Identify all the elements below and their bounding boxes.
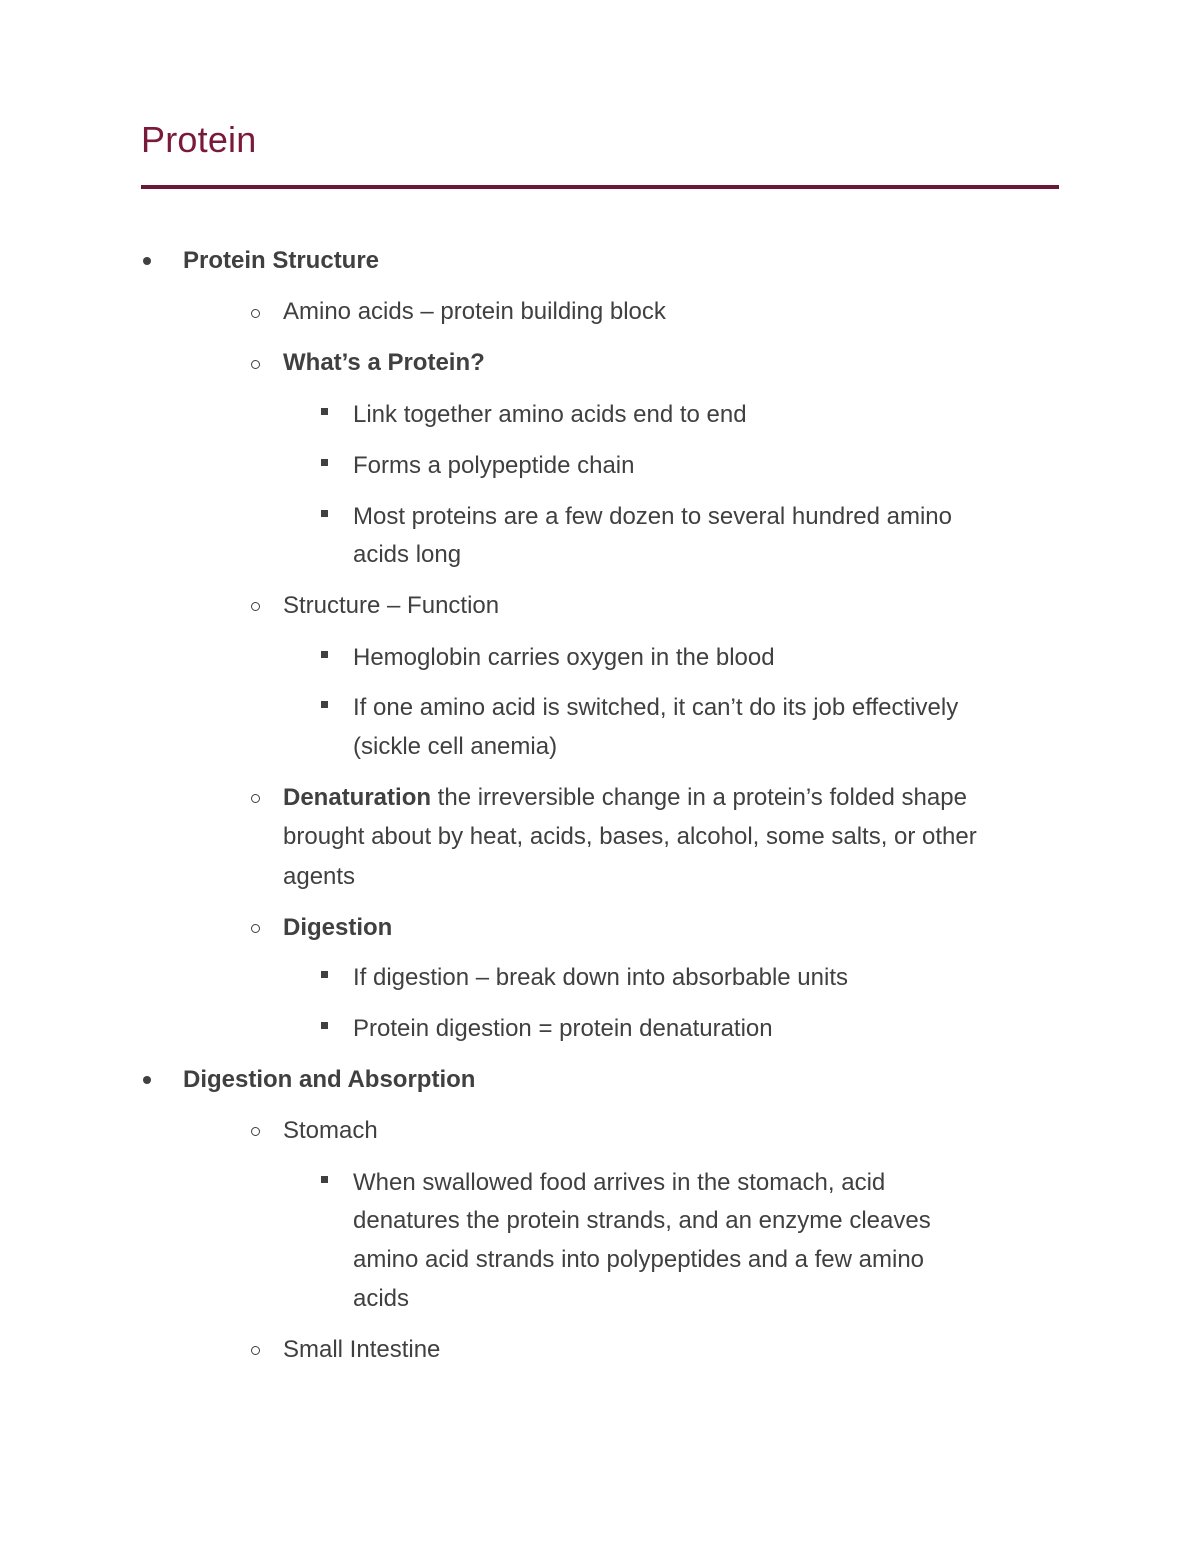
bullet-square-icon <box>321 408 328 415</box>
denaturation-line-2: brought about by heat, acids, bases, alcohol, some salts, or other <box>283 823 977 850</box>
page-title: Protein <box>141 119 257 160</box>
bullet-circle-icon <box>251 794 260 803</box>
sub-item-if-digestion: If digestion – break down into absorbable units <box>353 964 848 991</box>
sub-item-stomach-line-1: When swallowed food arrives in the stomach, acid <box>353 1169 886 1196</box>
sub-item-sickle-cell: (sickle cell anemia) <box>353 733 558 760</box>
bullet-square-icon <box>321 1022 328 1029</box>
sub-item-most-proteins: Most proteins are a few dozen to several hundred amino <box>353 503 953 530</box>
bullet-circle-icon <box>251 309 260 318</box>
section-heading-digestion-absorption: Digestion and Absorption <box>183 1066 476 1093</box>
list-item-small-intestine: Small Intestine <box>283 1336 441 1363</box>
list-item-denaturation <box>283 778 967 817</box>
sub-item-stomach-line-4: acids <box>353 1285 410 1312</box>
denaturation-line-3: agents <box>283 863 356 890</box>
list-item-stomach: Stomach <box>283 1117 378 1144</box>
list-item-digestion: Digestion <box>283 914 393 941</box>
bullet-square-icon <box>321 1176 328 1183</box>
bullet-square-icon <box>321 701 328 708</box>
bullet-dot-icon <box>143 257 151 265</box>
title-divider <box>141 185 1059 189</box>
bullet-circle-icon <box>251 360 260 369</box>
sub-item-one-amino-switched: If one amino acid is switched, it can’t do its job effectively <box>353 694 959 721</box>
bullet-square-icon <box>321 971 328 978</box>
bullet-circle-icon <box>251 1127 260 1136</box>
list-item-structure-function: Structure – Function <box>283 592 500 619</box>
bullet-dot-icon <box>143 1076 151 1084</box>
bullet-circle-icon <box>251 924 260 933</box>
sub-item-polypeptide-chain: Forms a polypeptide chain <box>353 452 635 479</box>
denaturation-definition: the irreversible change in a protein’s folded shape <box>431 784 967 811</box>
list-item-amino-acids: Amino acids – protein building block <box>283 298 666 325</box>
section-heading-protein-structure: Protein Structure <box>183 247 380 274</box>
sub-item-stomach-line-2: denatures the protein strands, and an enzyme cleaves <box>353 1207 931 1234</box>
sub-item-most-proteins-cont: acids long <box>353 541 462 568</box>
sub-item-link-together: Link together amino acids end to end <box>353 401 747 428</box>
sub-item-protein-digestion: Protein digestion = protein denaturation <box>353 1015 773 1042</box>
bullet-circle-icon <box>251 1346 260 1355</box>
list-item-whats-a-protein: What’s a Protein? <box>283 349 485 376</box>
bullet-square-icon <box>321 459 328 466</box>
sub-item-stomach-line-3: amino acid strands into polypeptides and a few amino <box>353 1246 925 1273</box>
sub-item-hemoglobin: Hemoglobin carries oxygen in the blood <box>353 644 775 671</box>
denaturation-term: Denaturation <box>283 784 432 811</box>
bullet-square-icon <box>321 651 328 658</box>
bullet-circle-icon <box>251 602 260 611</box>
bullet-square-icon <box>321 510 328 517</box>
